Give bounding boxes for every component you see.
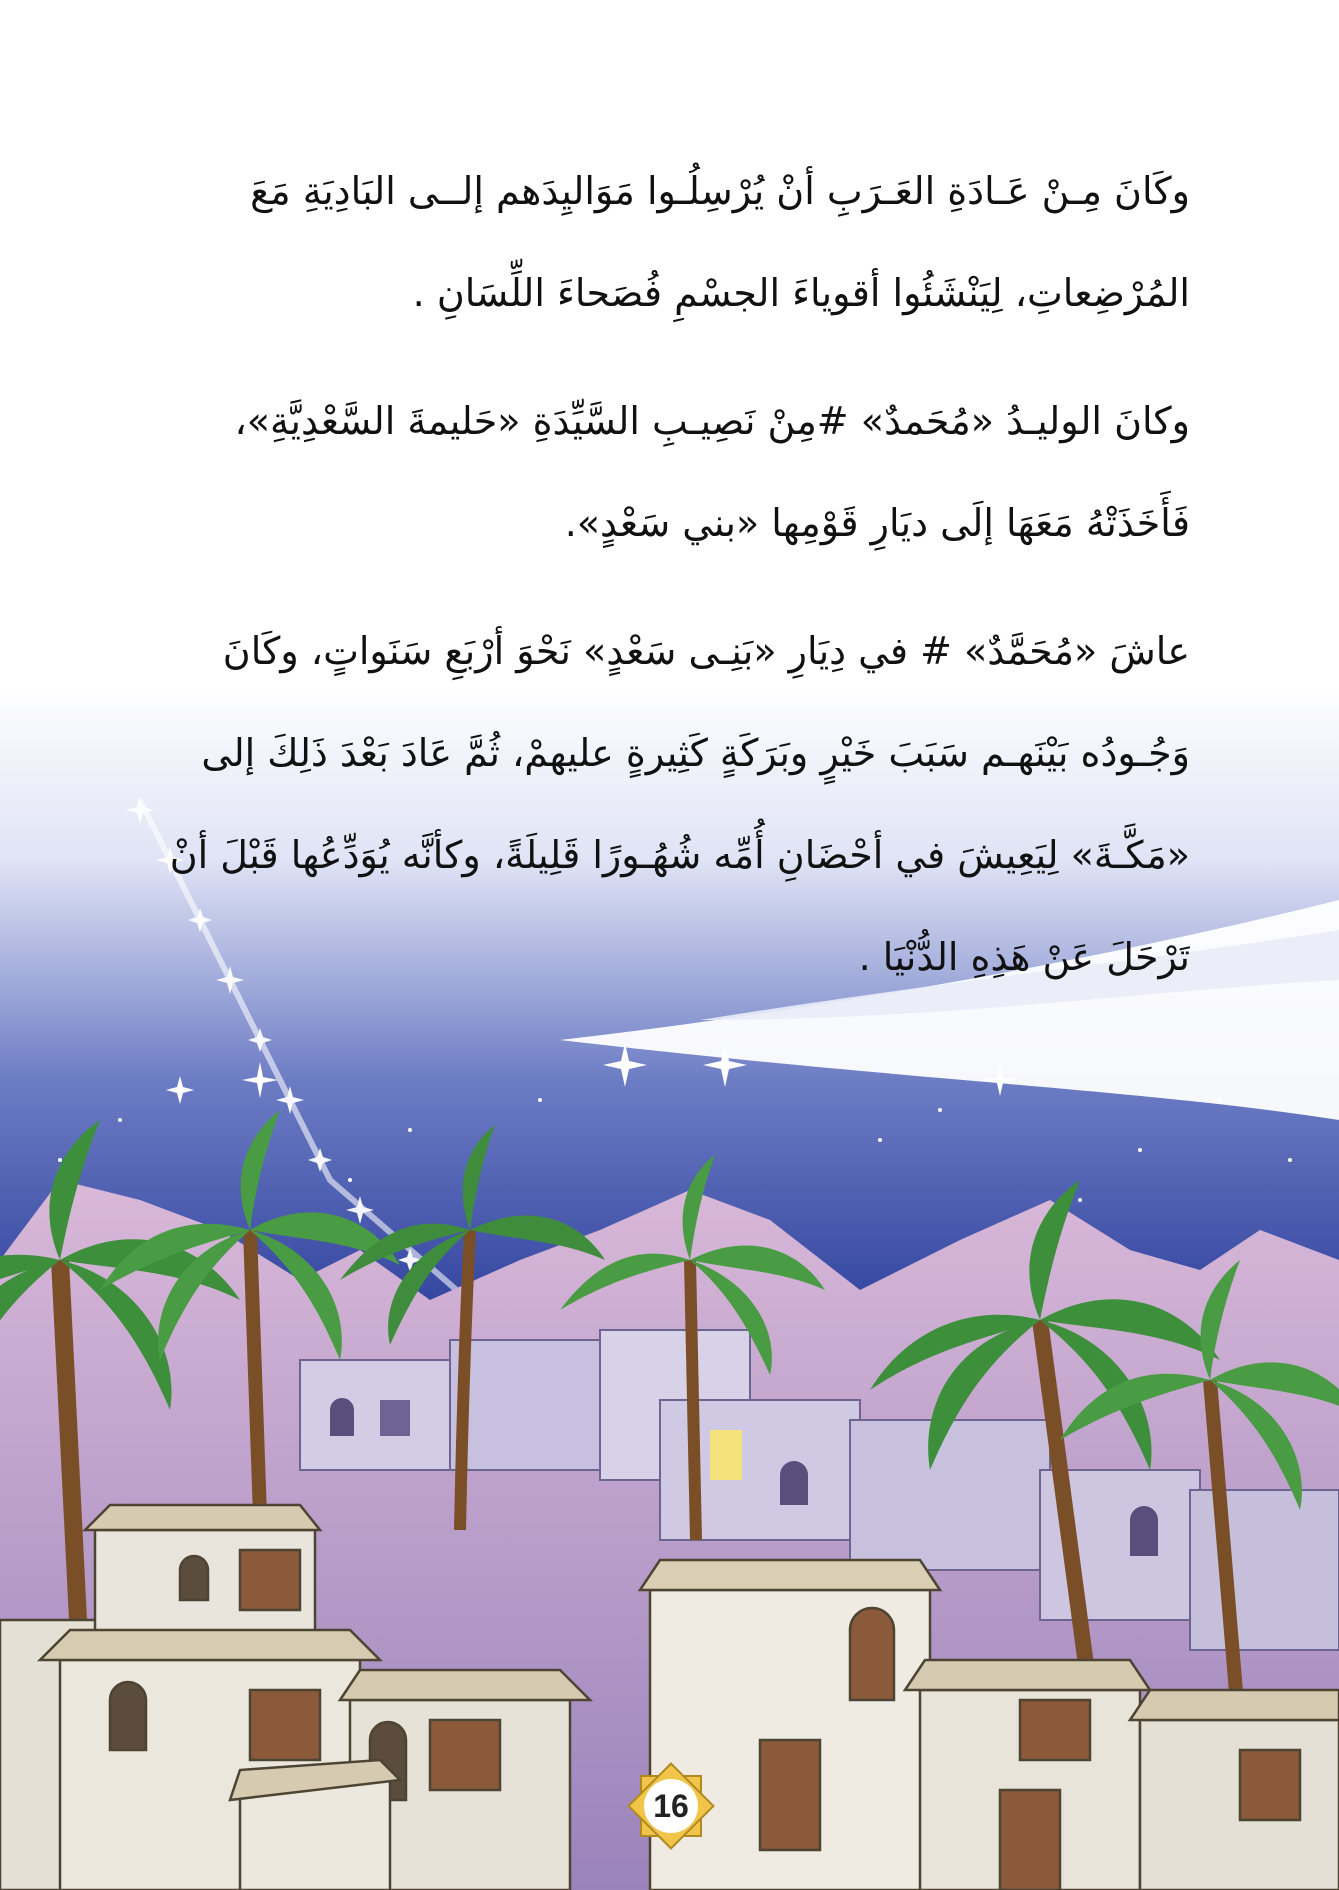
text-line: فَأَخَذَتْهُ مَعَهَا إلَى ديَارِ قَوْمِها «بني سَعْدٍ».: [564, 501, 1190, 545]
text-line: المُرْضِعاتِ، لِيَنْشَئُوا أقوياءَ الجسْمِ فُصَحاءَ اللِّسَانِ .: [412, 271, 1190, 315]
story-text: [150, 140, 1190, 1034]
text-line: عاشَ «مُحَمَّدٌ» # في دِيَارِ «بَنِـى سَعْدٍ» نَحْوَ أرْبَعِ سَنَواتٍ، وكَانَ: [222, 629, 1190, 673]
text-line: وكَانَ مِـنْ عَـادَةِ العَـرَبِ أنْ يُرْسِلُـوا مَوَاليِدَهم إلــى البَادِيَةِ مَعَ: [250, 169, 1190, 213]
text-line: تَرْحَلَ عَنْ هَذِهِ الدُّنْيَا .: [858, 935, 1190, 979]
page-number: 16: [653, 1788, 689, 1824]
paragraph-2: [150, 370, 1190, 574]
text-line: وَجُـودُه بَيْنَهـم سَبَبَ خَيْرٍ وبَرَكَةٍ كَثِيرةٍ عليهمْ، ثُمَّ عَادَ بَعْدَ ذَلِكَ إلى: [201, 731, 1190, 775]
paragraph-1: [150, 140, 1190, 344]
paragraph-3: [150, 600, 1190, 1008]
text-line: وكانَ الوليـدُ «مُحَمدٌ» #مِنْ نَصِيـبِ السَّيِّدَةِ «حَليمةَ السَّعْدِيَّةِ»،: [234, 399, 1190, 443]
page-number-badge: [623, 1758, 719, 1854]
text-line: «مَكَّـةَ» لِيَعِيشَ في أحْضَانِ أُمِّه شُهُـورًا قَلِيلَةً، وكأنَّه يُوَدِّعُها قَبْلَ أنْ: [169, 833, 1190, 877]
